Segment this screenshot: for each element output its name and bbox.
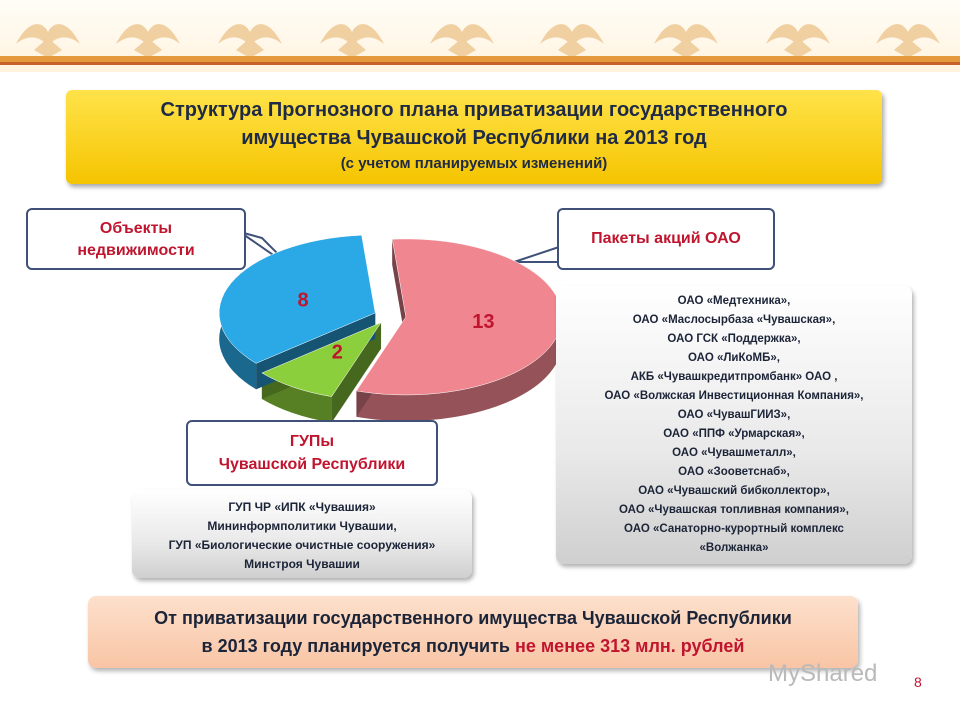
summary-line2-prefix: в 2013 году планируется получить xyxy=(201,636,515,656)
summary-amount: не менее 313 млн. рублей xyxy=(514,636,745,656)
gup-list-box xyxy=(132,490,472,578)
oao-list-item: АКБ «Чувашкредитпромбанк» ОАО , xyxy=(630,371,838,383)
realty-callout-line1: Объекты xyxy=(99,220,173,237)
page-subtitle: (с учетом планируемых изменений) xyxy=(340,155,608,172)
oao-list-box xyxy=(556,286,912,564)
gup-list-item: ГУП ЧР «ИПК «Чувашия» xyxy=(228,500,376,514)
watermark-logo: MyShared xyxy=(768,660,878,687)
gup-callout-line2: Чувашской Республики xyxy=(218,456,406,473)
oao-list-item: ОАО «ППФ «Урмарская», xyxy=(663,428,805,440)
summary-box xyxy=(88,596,858,668)
gup-callout xyxy=(186,420,438,486)
oao-list-item: ОАО «Чувашский бибколлектор», xyxy=(638,485,830,497)
oao-list-item: ОАО «Волжская Инвестиционная Компания», xyxy=(604,390,864,402)
realty-callout xyxy=(26,208,246,270)
oao-list-item: ОАО «Чувашская топливная компания», xyxy=(619,504,849,516)
oao-list-item: ОАО «Медтехника», xyxy=(677,295,791,307)
pie-slice-value-label: 13 xyxy=(472,311,495,334)
shares-callout xyxy=(557,208,775,270)
oao-list-item: ОАО «Санаторно-курортный комплекс xyxy=(624,523,844,535)
page-number: 8 xyxy=(914,674,922,690)
realty-callout-line2: недвижимости xyxy=(77,242,195,259)
oao-list-item: ОАО «ЛиКоМБ», xyxy=(688,352,780,364)
gup-list-item: ГУП «Биологические очистные сооружения» xyxy=(168,538,436,552)
pie-slice-value-label: 2 xyxy=(331,341,343,364)
page-title-line2: имущества Чувашской Республики на 2013 год xyxy=(241,127,707,149)
oao-list-item: ОАО ГСК «Поддержка», xyxy=(667,333,801,345)
shares-callout-tail xyxy=(514,246,562,262)
oao-list-item: ОАО «Чувашметалл», xyxy=(672,447,796,459)
pie-slice-value-label: 8 xyxy=(297,289,309,312)
oao-list-item: «Волжанка» xyxy=(699,542,769,554)
oao-list-item: ОАО «Маслосырбаза «Чувашская», xyxy=(632,314,836,326)
summary-line1: От приватизации государственного имущества Чувашской Республики xyxy=(154,608,792,628)
gup-list-item: Мининформполитики Чувашии, xyxy=(207,519,397,533)
gup-list-item: Минстроя Чувашии xyxy=(244,557,360,571)
page-title-line1: Структура Прогнозного плана приватизации государственного xyxy=(160,99,788,121)
oao-list-item: ОАО «Зооветснаб», xyxy=(678,466,790,478)
gup-callout-line1: ГУПы xyxy=(289,433,335,450)
oao-list-item: ОАО «ЧувашГИИЗ», xyxy=(677,409,791,421)
shares-callout-label: Пакеты акций ОАО xyxy=(591,230,741,247)
summary-line2 xyxy=(88,632,858,660)
